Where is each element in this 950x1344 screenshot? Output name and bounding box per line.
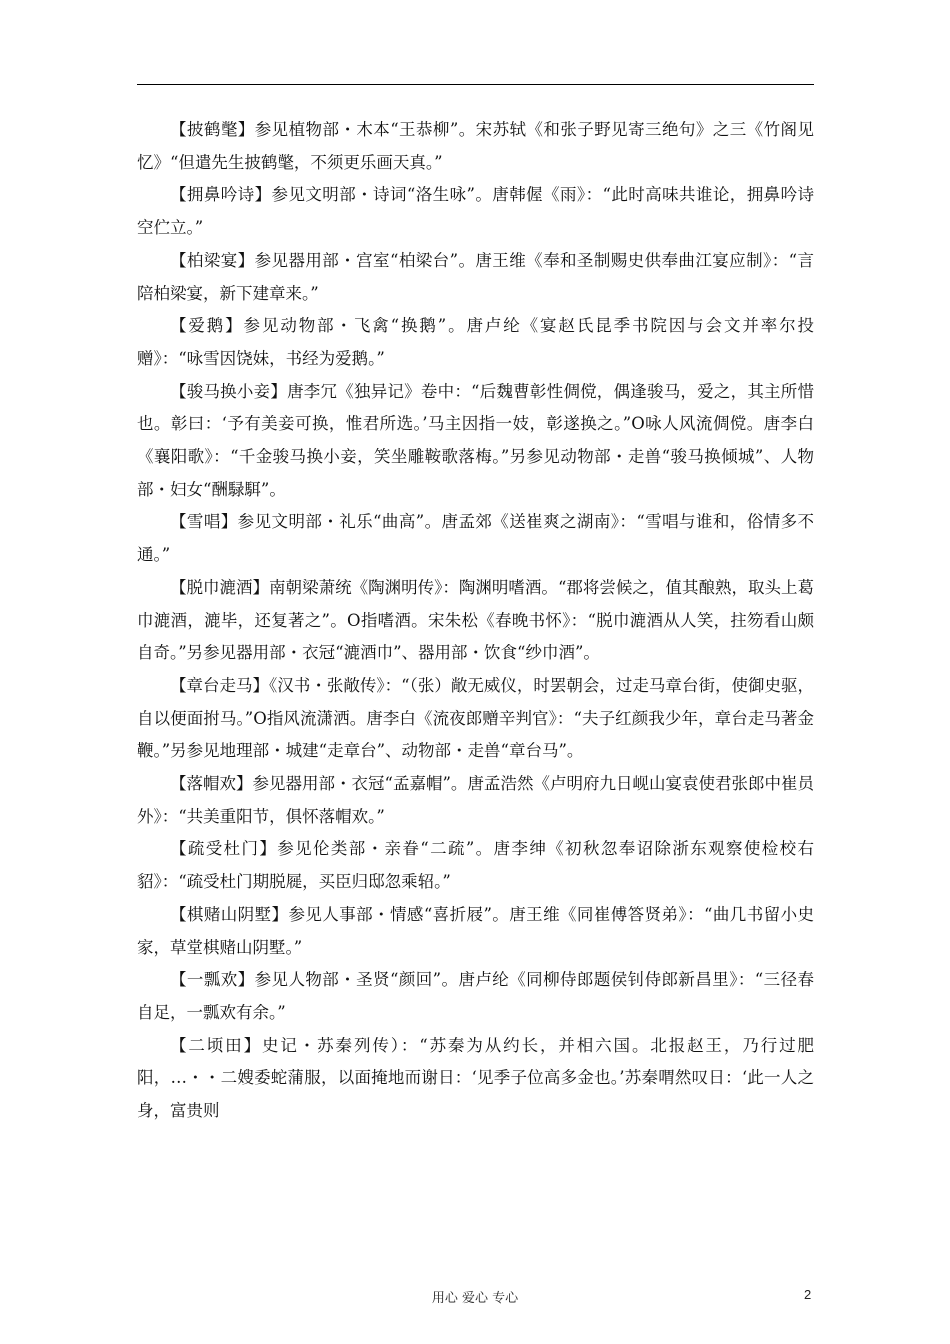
footer-text: 用心 爱心 专心: [431, 1291, 519, 1306]
entry: 【疏受杜门】参见伦类部・亲眷“二疏”。唐李绅《初秋忽奉诏除浙东观察使检校右貂》：“疏受杜门期脱屣，买臣归邸忽乘轺。”: [137, 839, 814, 892]
entry: 【柏梁宴】参见器用部・宫室“柏梁台”。唐王维《奉和圣制赐史供奉曲江宴应制》：“言陪柏梁宴，新下建章来。”: [137, 250, 814, 303]
header-rule: [137, 84, 814, 85]
entry: 【骏马换小妾】唐李冗《独异记》卷中：“后魏曹彰性倜傥，偶逢骏马，爱之，其主所惜也。彰曰：‘予有美妾可换，惟君所选。’马主因指一妓，彰遂换之。”O咏人风流倜傥。唐李白《襄阳歌》：“千金骏马换小妾，笑坐雕鞍歌落梅。”另参见动物部・走兽“骏马换倾城”、人物部・妇女“酬騄駬”。: [137, 381, 814, 499]
entry: 【披鹤氅】参见植物部・木本“王恭柳”。宋苏轼《和张子野见寄三绝句》之三《竹阁见忆》“但遣先生披鹤氅，不须更乐画天真。”: [137, 120, 814, 172]
entry: 【章台走马】《汉书・张敞传》：“（张）敞无威仪，时罢朝会，过走马章台街，使御史驱，自以便面拊马。”O指风流潇洒。唐李白《流夜郎赠辛判官》：“夫子红颜我少年，章台走马著金鞭。”另参见地理部・城建“走章台”、动物部・走兽“章台马”。: [137, 675, 814, 761]
entry: 【落帽欢】参见器用部・衣冠“孟嘉帽”。唐孟浩然《卢明府九日岘山宴袁使君张郎中崔员外》：“共美重阳节，俱怀落帽欢。”: [137, 774, 814, 826]
entry: 【爱鹅】参见动物部・飞禽“换鹅”。唐卢纶《宴赵氏昆季书院因与会文并率尔投赠》：“咏雪因饶妹，书经为爱鹅。”: [137, 316, 814, 368]
entry: 【拥鼻吟诗】参见文明部・诗词“洛生咏”。唐韩偓《雨》：“此时高味共谁论，拥鼻吟诗空伫立。”: [137, 185, 814, 238]
entry: 【二顷田】史记・苏秦列传）：“苏秦为从约长，并相六国。北报赵王，乃行过肥阳，…・・二嫂委蛇蒲服，以面掩地而谢日：‘见季子位高多金也。’苏秦喟然叹日：‘此一人之身，富贵则: [137, 1035, 814, 1121]
page-number: 2: [804, 1287, 812, 1302]
entry: 【雪唱】参见文明部・礼乐“曲高”。唐孟郊《送崔爽之湖南》：“雪唱与谁和，俗情多不通。”: [137, 512, 814, 565]
entry: 【一瓢欢】参见人物部・圣贤“颜回”。唐卢纶《同柳侍郎题侯钊侍郎新昌里》：“三径春自足，一瓢欢有余。”: [137, 970, 814, 1022]
entry: 【棋赌山阴墅】参见人事部・情感“喜折屐”。唐王维《同崔傅答贤弟》：“曲几书留小史家，草堂棋赌山阴墅。”: [137, 904, 814, 957]
entry: 【脱巾漉酒】南朝梁萧统《陶渊明传》：陶渊明嗜酒。“郡将尝候之，值其酿熟，取头上葛巾漉酒，漉毕，还复著之”。O指嗜酒。宋朱松《春晚书怀》：“脱巾漉酒从人笑，拄笏看山颇自奇。”另参见器用部・衣冠“漉酒巾”、器用部・饮食“纱巾酒”。: [137, 577, 814, 663]
document-body: [137, 114, 814, 1128]
